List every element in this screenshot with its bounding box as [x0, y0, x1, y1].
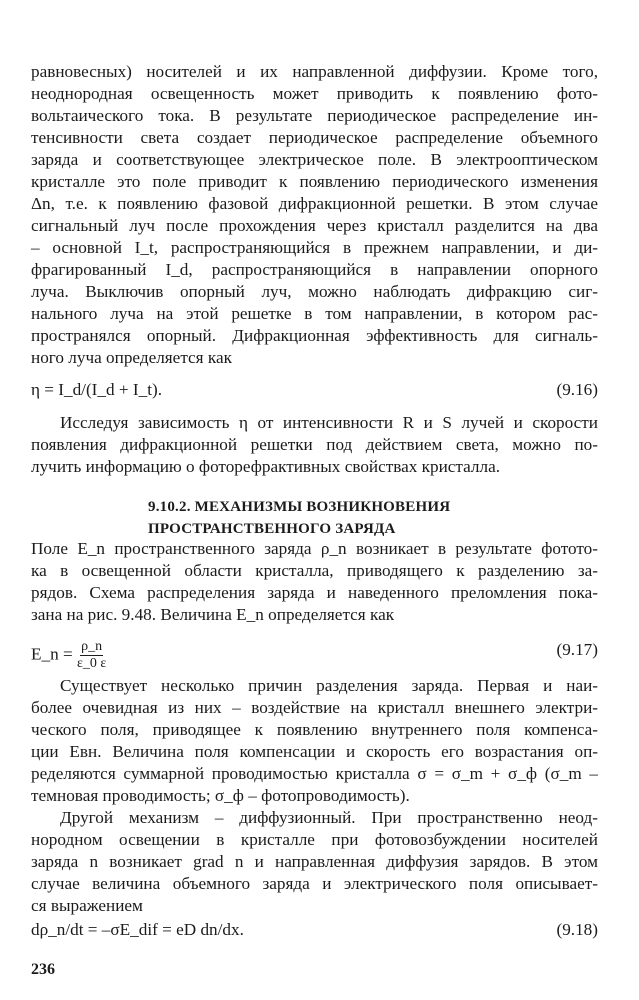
denominator: ε_0 ε: [76, 656, 107, 671]
text-line: темновая проводимость; σ_ф – фотопроводимость).: [31, 786, 410, 805]
text-line: ческого поля, приводящее к появлению внутреннего поля компенса-: [31, 720, 598, 739]
text-line: пространялся опорный. Дифракционная эффективность для сигналь-: [31, 326, 598, 345]
text-line: Исследуя зависимость η от интенсивности R и S лучей и скорости: [60, 413, 598, 432]
equation-formula: η = I_d/(I_d + I_t).: [31, 380, 162, 399]
text-line: тенсивности света создает периодическое распределение объемного: [31, 128, 598, 147]
text-line: кристалле это поле приводит к появлению периодического изменения: [31, 172, 598, 191]
text-line: ного луча определяется как: [31, 348, 232, 367]
text-line: сигнальный луч после прохождения через кристалл разделится на два: [31, 216, 598, 235]
equation-9-17: [31, 634, 598, 674]
text-line: ка в освещенной области кристалла, приводящего к разделению за-: [31, 561, 598, 580]
section-heading: ПРОСТРАНСТВЕННОГО ЗАРЯДА: [148, 521, 396, 537]
text-line: случае величина объемного заряда и электрического поля описывает-: [31, 874, 598, 893]
text-line: рядов. Схема распределения заряда и наведенного преломления пока-: [31, 583, 598, 602]
text-line: луча. Выключив опорный луч, можно наблюдать дифракцию сиг-: [31, 282, 598, 301]
text-line: заряда и соответствующее электрическое поле. В электрооптическом: [31, 150, 598, 169]
text-line: неоднородная освещенность может приводить к появлению фото-: [31, 84, 598, 103]
equation-9-18: [31, 920, 598, 940]
equation-lhs: E_n =: [31, 644, 73, 664]
numerator: ρ_n: [81, 639, 103, 654]
text-line: заряда n возникает grad n и направленная диффузия зарядов. В этом: [31, 852, 598, 871]
equation-formula: dρ_n/dt = –σE_dif = eD dn/dx.: [31, 920, 244, 939]
equation-number: (9.18): [556, 920, 598, 939]
text-line: ции Eвн. Величина поля компенсации и скорость его возрастания оп-: [31, 742, 598, 761]
equation-number: (9.16): [556, 380, 598, 399]
text-line: вольтаического тока. В результате периодическое распределение ин-: [31, 106, 598, 125]
text-line: Δn, т.е. к появлению фазовой дифракционной решетки. В этом случае: [31, 194, 598, 213]
text-line: нородном освещении в кристалле при фотовозбуждении носителей: [31, 830, 598, 849]
text-line: ределяются суммарной проводимостью кристалла σ = σ_m + σ_ф (σ_m –: [31, 764, 598, 783]
text-line: Другой механизм – диффузионный. При пространственно неод-: [60, 808, 598, 827]
text-line: ся выражением: [31, 896, 143, 915]
text-line: более очевидная из них – воздействие на кристалл внешнего электри-: [31, 698, 598, 717]
text-line: появления дифракционной решетки под действием света, можно по-: [31, 435, 598, 454]
text-line: Поле E_n пространственного заряда ρ_n возникает в результате фотото-: [31, 539, 598, 558]
text-line: – основной I_t, распространяющийся в прежнем направлении, и ди-: [31, 238, 598, 257]
text-line: нального луча на этой решетке в том направлении, в котором рас-: [31, 304, 598, 323]
section-heading: 9.10.2. МЕХАНИЗМЫ ВОЗНИКНОВЕНИЯ: [148, 499, 451, 515]
text-line: Существует несколько причин разделения заряда. Первая и наи-: [60, 676, 598, 695]
equation-formula: [31, 640, 106, 671]
text-line: зана на рис. 9.48. Величина E_n определяется как: [31, 605, 395, 624]
equation-number: (9.17): [556, 640, 598, 659]
text-line: равновесных) носителей и их направленной диффузии. Кроме того,: [31, 62, 598, 81]
page-number: 236: [31, 961, 55, 978]
text-line: фрагированный I_d, распространяющийся в направлении опорного: [31, 260, 598, 279]
equation-fraction: [77, 640, 106, 671]
text-line: лучить информацию о фоторефрактивных свойствах кристалла.: [31, 457, 501, 476]
